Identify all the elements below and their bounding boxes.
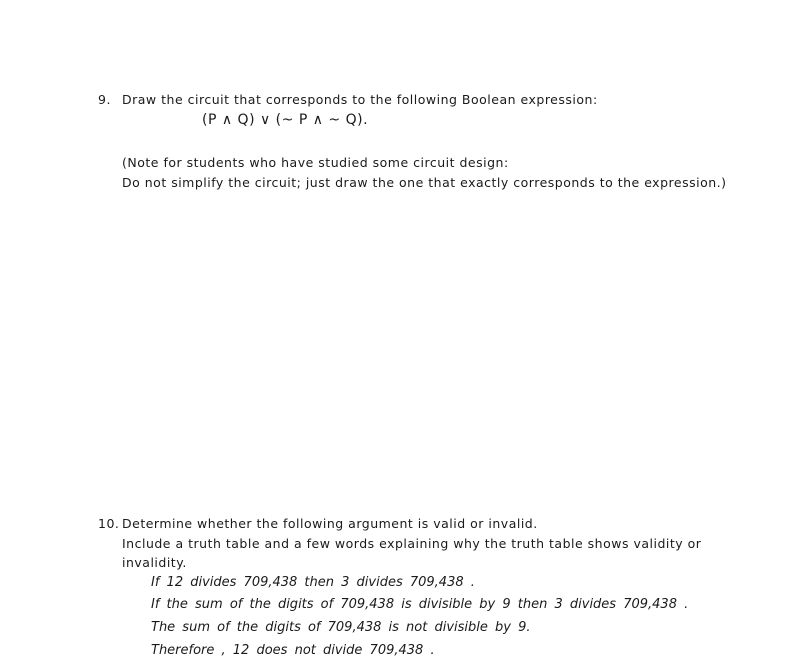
question-9-prompt: Draw the circuit that corresponds to the following Boolean expression: (122, 92, 598, 107)
argument-premise-2: If the sum of the digits of 709,438 is divisible by 9 then 3 divides 709,438 . (151, 597, 689, 612)
boolean-expression: (P ∧ Q) ∨ (~ P ∧ ~ Q). (202, 112, 369, 128)
argument-premise-1: If 12 divides 709,438 then 3 divides 709,438 . (151, 575, 475, 590)
argument-premise-3: The sum of the digits of 709,438 is not divisible by 9. (151, 620, 531, 635)
question-9-number: 9. (98, 92, 111, 107)
question-10-instruction-line-2: invalidity. (122, 555, 187, 570)
question-10-instruction-line-1: Include a truth table and a few words explaining why the truth table shows validity or (122, 536, 702, 551)
question-10-number: 10. (98, 516, 120, 531)
question-9-note-line-1: (Note for students who have studied some circuit design: (122, 155, 509, 170)
question-9-note-line-2: Do not simplify the circuit; just draw the one that exactly corresponds to the expression.) (122, 175, 727, 190)
argument-conclusion: Therefore , 12 does not divide 709,438 . (151, 643, 435, 658)
question-10-prompt: Determine whether the following argument is valid or invalid. (122, 516, 538, 531)
